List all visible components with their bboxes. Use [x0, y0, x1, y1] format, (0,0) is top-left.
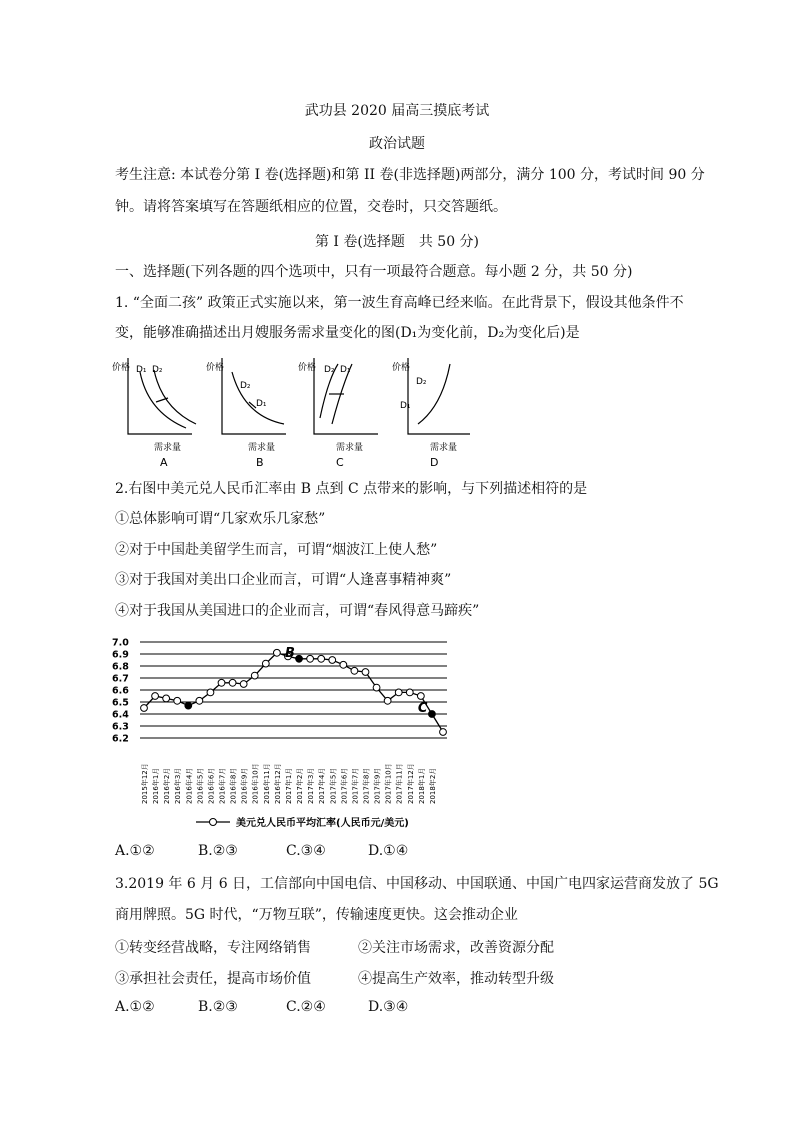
graph-c-xlabel: 需求量 [336, 443, 364, 453]
rate-point [417, 693, 424, 700]
q3-statement-1: ①转变经营战略，专注网络销售 [115, 940, 311, 956]
q2-stem: 2.右图中美元兑人民币汇率由 B 点到 C 点带来的影响，与下列描述相符的是 [115, 481, 588, 497]
y-tick-label: 6.2 [112, 733, 129, 745]
graph-a-xlabel: 需求量 [154, 443, 182, 453]
q2-option-b[interactable]: B.②③ [198, 843, 238, 859]
x-tick-label: 2016年4月 [185, 767, 194, 804]
y-tick-label: 6.5 [112, 697, 129, 709]
x-tick-label: 2016年1月 [152, 767, 161, 804]
rate-point [440, 729, 447, 736]
graph-b-c2: D₁ [256, 399, 267, 409]
exam-title: 武功县 2020 届高三摸底考试 [304, 103, 490, 119]
rate-point [373, 684, 380, 691]
q2-statement-2: ②对于中国赴美留学生而言，可谓“烟波江上使人愁” [115, 542, 438, 558]
q3-option-c[interactable]: C.②④ [286, 999, 326, 1015]
x-tick-label: 2017年11月 [395, 763, 404, 804]
rate-point [240, 681, 247, 688]
rate-point [318, 655, 325, 662]
q3-option-b[interactable]: B.②③ [198, 999, 238, 1015]
x-tick-label: 2016年10月 [251, 763, 260, 804]
q2-statement-3: ③对于我国对美出口企业而言，可谓“人逢喜事精神爽” [115, 572, 452, 588]
rate-point [429, 711, 436, 718]
x-tick-label: 2016年7月 [218, 767, 227, 804]
q2-statement-1: ①总体影响可谓“几家欢乐几家愁” [115, 511, 326, 527]
rate-point [174, 697, 181, 704]
rate-point [329, 657, 336, 664]
q2-statement-4: ④对于我国从美国进口的企业而言，可谓“春风得意马蹄疾” [115, 603, 480, 619]
graph-c-ylabel: 价格 [298, 363, 317, 373]
rate-point [273, 649, 280, 656]
rate-point [229, 679, 236, 686]
x-tick-label: 2017年5月 [329, 767, 338, 804]
x-tick-label: 2017年7月 [351, 767, 360, 804]
rate-point [406, 689, 413, 696]
rate-point [141, 705, 148, 712]
chart-y-ticks [112, 638, 129, 745]
x-tick-label: 2017年3月 [307, 767, 316, 804]
graph-c-letter: C [336, 456, 344, 469]
q2-option-d[interactable]: D.①④ [368, 843, 409, 859]
graph-d-letter: D [430, 456, 439, 469]
x-tick-label: 2016年8月 [229, 767, 238, 804]
rate-points [141, 646, 447, 736]
rate-point [218, 679, 225, 686]
x-tick-label: 2016年9月 [240, 767, 249, 804]
graph-b-c1: D₂ [240, 381, 251, 391]
rate-point [185, 702, 192, 709]
x-tick-label: 2016年5月 [196, 767, 205, 804]
x-tick-label: 2017年4月 [318, 767, 327, 804]
q1-stem-2: 变，能够准确描述出月嫂服务需求量变化的图(D₁为变化前，D₂为变化后)是 [115, 325, 580, 341]
rate-point [152, 693, 159, 700]
q3-statement-4: ④提高生产效率，推动转型升级 [358, 971, 554, 987]
graph-b [222, 358, 286, 434]
graph-b-ylabel: 价格 [206, 363, 225, 373]
graph-c-c1: D₂ [324, 365, 335, 375]
graph-d [408, 358, 470, 434]
rate-point [340, 661, 347, 668]
rate-point [207, 689, 214, 696]
rate-point [296, 655, 303, 662]
rate-point [384, 697, 391, 704]
point-label-C: C [417, 701, 428, 716]
q2-option-c[interactable]: C.③④ [286, 843, 326, 859]
graph-a-c1: D₁ [136, 365, 147, 375]
notice-line-1: 考生注意: 本试卷分第 I 卷(选择题)和第 II 卷(非选择题)两部分，满分 100 分，考试时间 90 分 [115, 167, 705, 183]
x-tick-label: 2017年10月 [384, 763, 393, 804]
q3-statement-2: ②关注市场需求，改善资源分配 [358, 940, 554, 956]
graph-b-letter: B [256, 456, 264, 469]
graph-a-ylabel: 价格 [112, 363, 131, 373]
x-tick-label: 2018年2月 [428, 767, 437, 804]
section1-heading: 一、选择题(下列各题的四个选项中，只有一项最符合题意。每小题 2 分，共 50 分) [115, 264, 633, 280]
q3-stem-2: 商用牌照。5G 时代，“万物互联”，传输速度更快。这会推动企业 [115, 907, 518, 923]
x-tick-label: 2016年11月 [262, 763, 271, 804]
part1-title: 第 I 卷(选择题 共 50 分) [314, 234, 480, 250]
q1-stem-1: 1. “全面二孩” 政策正式实施以来，第一波生育高峰已经来临。在此背景下，假设其他条件不 [115, 295, 684, 311]
y-tick-label: 6.8 [112, 661, 129, 673]
q3-option-a[interactable]: A.①② [115, 999, 155, 1015]
rate-point [307, 655, 314, 662]
x-tick-label: 2016年12月 [273, 763, 282, 804]
y-tick-label: 6.4 [112, 709, 129, 721]
y-tick-label: 6.3 [112, 721, 129, 733]
x-tick-label: 2016年3月 [174, 767, 183, 804]
rate-point [251, 672, 258, 679]
x-tick-label: 2017年8月 [362, 767, 371, 804]
x-tick-label: 2018年1月 [417, 767, 426, 804]
rate-point [395, 689, 402, 696]
graph-a-letter: A [160, 456, 168, 469]
graph-c-c2: D₁ [340, 365, 351, 375]
graph-a-c2: D₂ [152, 365, 163, 375]
q1-graphs [110, 350, 470, 470]
chart-x-ticks [140, 763, 437, 804]
x-tick-label: 2017年2月 [296, 767, 305, 804]
chart-legend-label: 美元兑人民币平均汇率(人民币元/美元) [236, 818, 409, 829]
point-label-B: B [285, 645, 295, 661]
rate-point [262, 660, 269, 667]
subject-title: 政治试题 [369, 136, 425, 152]
rate-point [362, 669, 369, 676]
graph-d-c2: D₁ [400, 401, 411, 411]
x-tick-label: 2016年2月 [163, 767, 172, 804]
y-tick-label: 6.6 [112, 685, 129, 697]
graph-d-c1: D₂ [416, 377, 427, 387]
graph-b-xlabel: 需求量 [248, 443, 276, 453]
graph-d-ylabel: 价格 [392, 363, 411, 373]
exchange-rate-chart [112, 632, 457, 832]
y-tick-label: 6.9 [112, 649, 129, 661]
q3-stem-1: 3.2019 年 6 月 6 日，工信部向中国电信、中国移动、中国联通、中国广电四家运营商发放了 5G [115, 876, 719, 892]
x-tick-label: 2015年12月 [141, 763, 149, 804]
x-tick-label: 2017年6月 [340, 767, 349, 804]
x-tick-label: 2017年12月 [406, 763, 415, 804]
q3-option-d[interactable]: D.③④ [368, 999, 409, 1015]
graph-d-xlabel: 需求量 [430, 443, 458, 453]
x-tick-label: 2016年6月 [207, 767, 216, 804]
y-tick-label: 6.7 [112, 673, 129, 685]
chart-legend [196, 816, 409, 829]
rate-point [196, 697, 203, 704]
notice-line-2: 钟。请将答案填写在答题纸相应的位置，交卷时，只交答题纸。 [115, 199, 507, 215]
x-tick-label: 2017年1月 [284, 767, 293, 804]
rate-point [163, 695, 170, 702]
q2-option-a[interactable]: A.①② [115, 843, 155, 859]
y-tick-label: 7.0 [112, 637, 129, 649]
q3-statement-3: ③承担社会责任，提高市场价值 [115, 971, 311, 987]
x-tick-label: 2017年9月 [373, 767, 382, 804]
rate-point [351, 667, 358, 674]
